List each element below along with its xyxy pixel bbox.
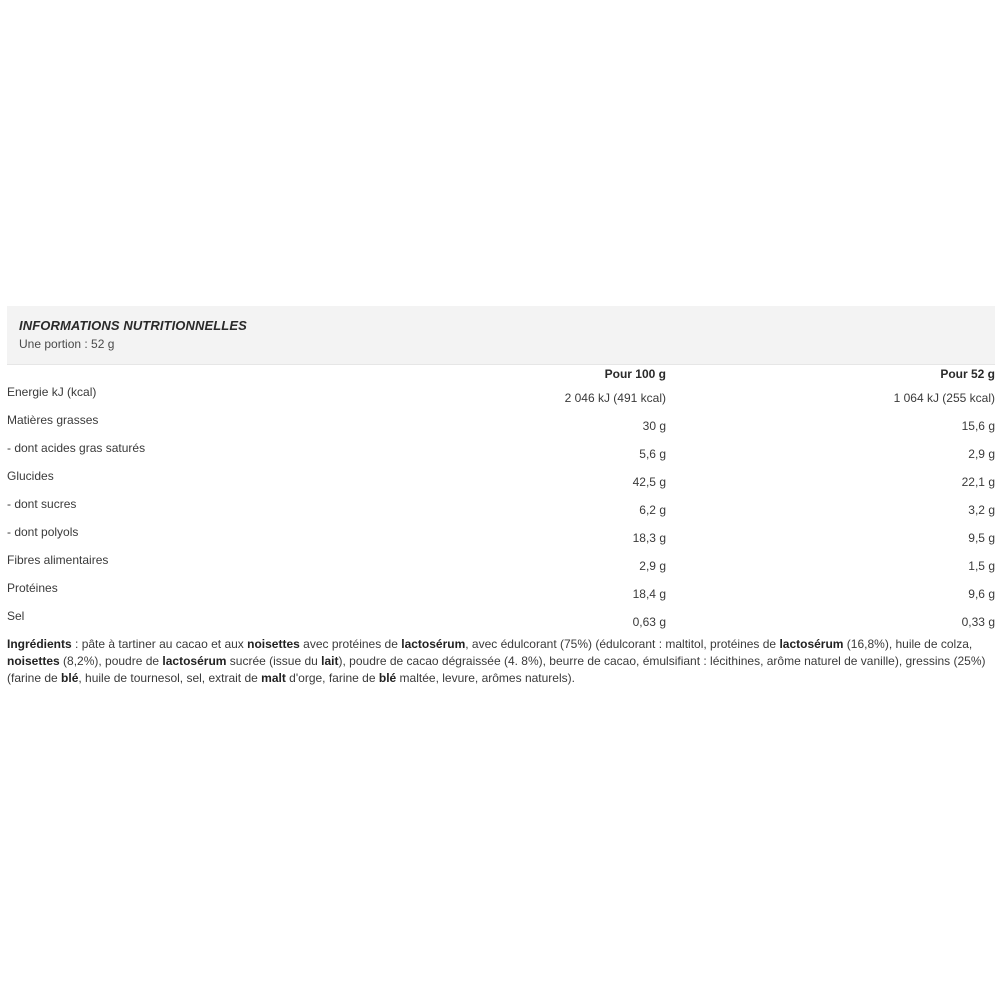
ingredient-text: avec protéines de — [299, 637, 402, 651]
value-per-portion: 22,1 g — [961, 475, 995, 489]
table-row — [7, 607, 995, 635]
value-per-portion: 9,6 g — [968, 587, 995, 601]
value-per100: 0,63 g — [632, 615, 666, 629]
nutrient-label: - dont polyols — [7, 525, 79, 539]
value-per100: 2,9 g — [639, 559, 666, 573]
table-row — [7, 467, 995, 495]
nutrient-label: Fibres alimentaires — [7, 553, 109, 567]
value-per100: 2 046 kJ (491 kcal) — [564, 391, 666, 405]
allergen-highlight: lactosérum — [162, 654, 227, 668]
value-per100: 30 g — [642, 419, 666, 433]
value-per-portion: 3,2 g — [968, 503, 995, 517]
ingredient-text: : pâte à tartiner au cacao et aux — [71, 637, 248, 651]
nutrition-panel — [7, 306, 995, 635]
ingredient-text: maltée, levure, arômes naturels). — [396, 671, 575, 685]
col-header-per-portion: Pour 52 g — [940, 367, 995, 381]
table-row — [7, 411, 995, 439]
table-row — [7, 579, 995, 607]
col-header-per100: Pour 100 g — [604, 367, 666, 381]
ingredient-text: , huile de tournesol, sel, extrait de — [78, 671, 262, 685]
value-per100: 18,3 g — [632, 531, 666, 545]
nutrient-label: Sel — [7, 609, 25, 623]
allergen-highlight: lactosérum — [779, 637, 844, 651]
allergen-highlight: malt — [261, 671, 286, 685]
nutrition-table-body — [7, 383, 995, 635]
value-per100: 5,6 g — [639, 447, 666, 461]
ingredient-text: ), poudre de cacao dégraissée (4. 8%), beurre de cacao, émulsifiant : lécithines, arôme naturel de vanille), gressins (25%) (farine de — [7, 654, 986, 685]
nutrient-label: Energie kJ (kcal) — [7, 385, 97, 399]
value-per-portion: 2,9 g — [968, 447, 995, 461]
nutrient-label: - dont sucres — [7, 497, 77, 511]
value-per-portion: 1,5 g — [968, 559, 995, 573]
ingredient-text: sucrée (issue du — [226, 654, 322, 668]
value-per-portion: 1 064 kJ (255 kcal) — [893, 391, 995, 405]
value-per100: 18,4 g — [632, 587, 666, 601]
ingredient-text: , avec édulcorant (75%) (édulcorant : maltitol, protéines de — [465, 637, 780, 651]
ingredient-text: (16,8%), huile de colza, — [843, 637, 973, 651]
column-headers — [7, 365, 995, 383]
value-per100: 6,2 g — [639, 503, 666, 517]
value-per-portion: 15,6 g — [961, 419, 995, 433]
nutrient-label: Matières grasses — [7, 413, 99, 427]
value-per-portion: 0,33 g — [961, 615, 995, 629]
allergen-highlight: noisettes — [247, 637, 300, 651]
allergen-highlight: Ingrédients — [7, 637, 72, 651]
portion-size: Une portion : 52 g — [19, 337, 115, 351]
allergen-highlight: lactosérum — [401, 637, 466, 651]
nutrient-label: - dont acides gras saturés — [7, 441, 146, 455]
value-per100: 42,5 g — [632, 475, 666, 489]
allergen-highlight: blé — [61, 671, 79, 685]
value-per-portion: 9,5 g — [968, 531, 995, 545]
allergen-highlight: lait — [321, 654, 339, 668]
table-row — [7, 523, 995, 551]
table-row — [7, 383, 995, 411]
ingredient-text: (8,2%), poudre de — [59, 654, 163, 668]
nutrient-label: Glucides — [7, 469, 54, 483]
nutrition-title: INFORMATIONS NUTRITIONNELLES — [19, 318, 247, 333]
ingredients-text — [7, 636, 992, 687]
nutrient-label: Protéines — [7, 581, 58, 595]
allergen-highlight: blé — [378, 671, 397, 685]
ingredient-text: d'orge, farine de — [285, 671, 379, 685]
table-row — [7, 439, 995, 467]
nutrition-header — [7, 306, 995, 365]
table-row — [7, 551, 995, 579]
allergen-highlight: noisettes — [7, 654, 60, 668]
table-row — [7, 495, 995, 523]
